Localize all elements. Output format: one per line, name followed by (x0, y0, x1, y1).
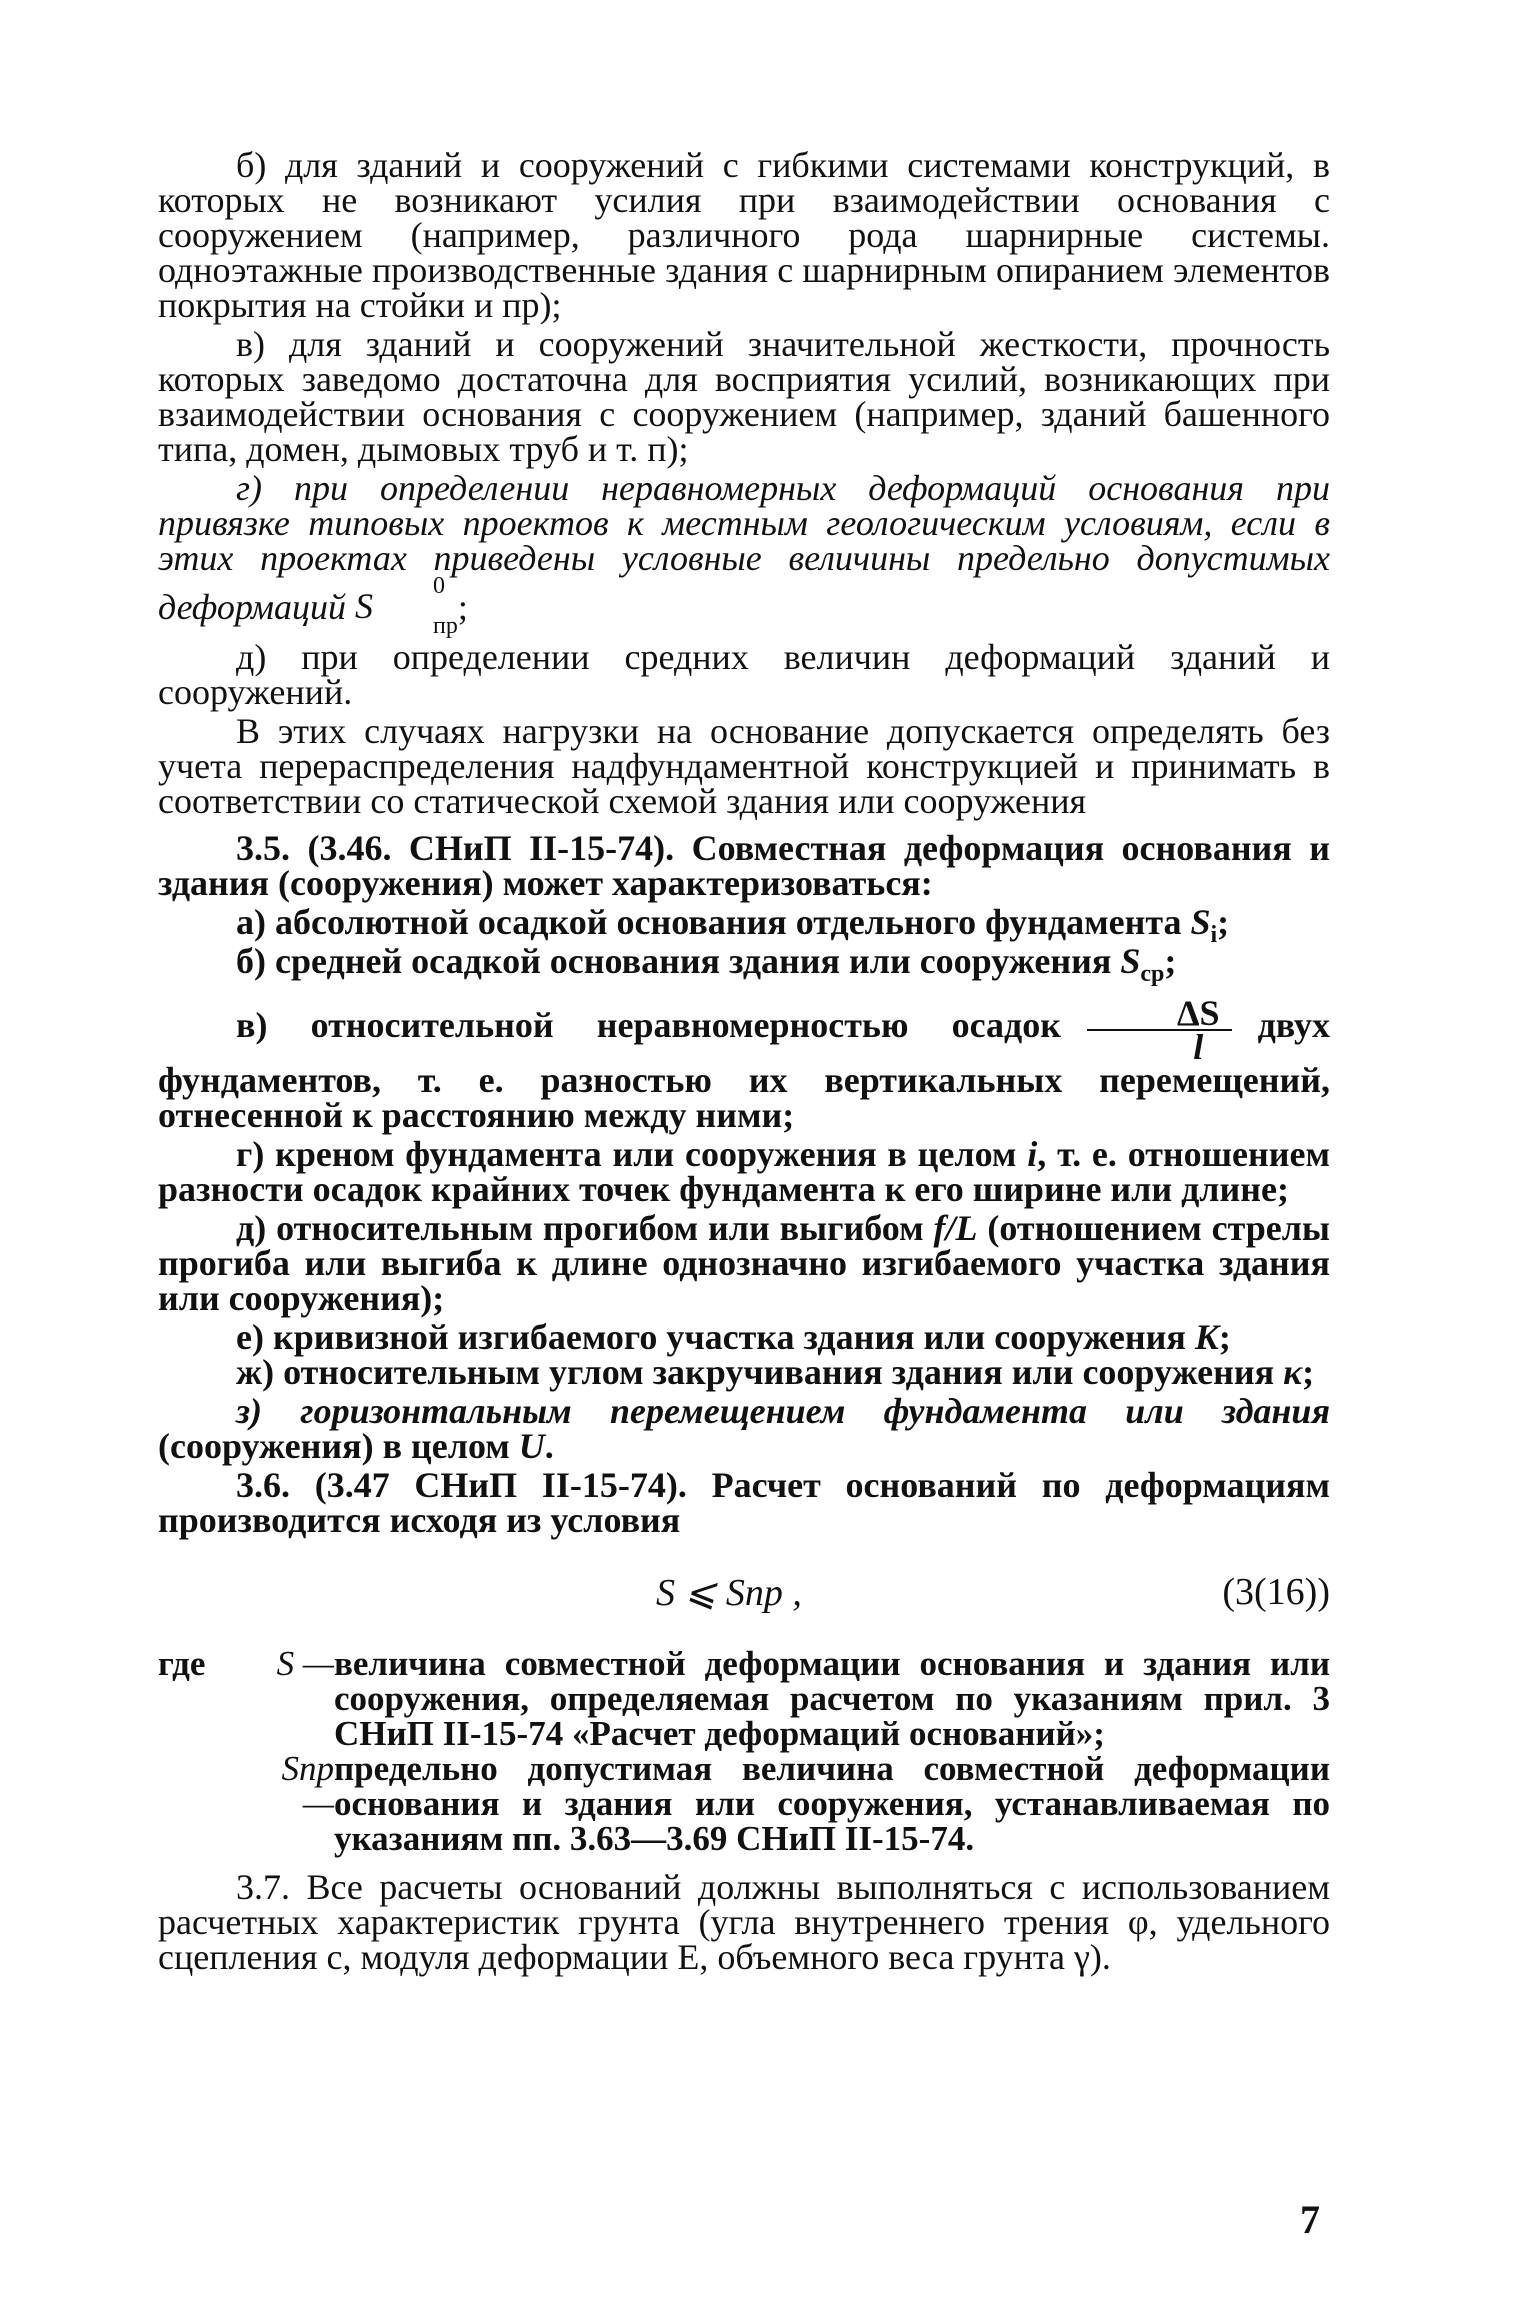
definition-spr (158, 1751, 1330, 1856)
item-b (158, 941, 1330, 988)
item-z-symbol: U (518, 1426, 545, 1466)
item-d-symbol: f/L (933, 1208, 978, 1248)
item-z-dot: . (544, 1426, 554, 1466)
item-b-text: б) средней осадкой основания здания или сооружения (236, 941, 1112, 981)
definition-s (158, 1646, 1330, 1751)
item-zh (158, 1352, 1330, 1392)
section-3-7: 3.7. Все расчеты оснований должны выполняться с использованием расчетных характеристик грунта (угла внутреннего трения φ, удельного сцепления c, модуля деформации E, объемного веса грунта γ). (158, 1867, 1330, 1977)
section-3-5 (158, 828, 1331, 1540)
item-a-subscript: i (1210, 922, 1218, 949)
fraction-numerator: ΔS (1087, 997, 1232, 1031)
item-g-symbol: i (1027, 1134, 1038, 1174)
symbol-subscript: пр (433, 613, 458, 639)
item-d (158, 1208, 1331, 1318)
definition-s-text: величина совместной деформации основания и здания или сооружения, определяемая расчетом по указаниям прил. 3 СНиП II-15-74 «Расчет деформаций оснований»; (334, 1644, 1330, 1753)
section-3-5-heading: 3.5. (3.46. СНиП II-15-74). Совместная деформация основания и здания (сооружения) может характеризоваться: (158, 828, 1330, 903)
definition-s-symbol: S — (276, 1644, 334, 1683)
item-e-symbol: K (1194, 1317, 1219, 1357)
item-z (158, 1391, 1330, 1466)
item-d-text: д) относительным прогибом или выгибом (236, 1208, 924, 1248)
formula-number: (3(16)) (1222, 1571, 1330, 1613)
item-b-subscript: ср (1140, 961, 1165, 988)
symbol-superscript: 0 (433, 573, 445, 599)
paragraph-g-end: ; (457, 587, 468, 627)
paragraph-g-symbol (355, 573, 458, 639)
item-v-fraction (1087, 993, 1232, 1067)
paragraph-g (158, 468, 1330, 639)
definition-spr-text: предельно допустимая величина совместной деформации основания и здания или сооружения, устанавливаемая по указаниям пп. 3.63—3.69 СНиП II-15-74. (334, 1749, 1330, 1858)
definitions (158, 1646, 1330, 1856)
item-a-text: а) абсолютной осадкой основания отдельного фундамента (236, 902, 1182, 942)
definition-spr-symbol: Sпр — (281, 1749, 334, 1823)
item-zh-end: ; (1302, 1352, 1315, 1392)
item-d-end: (отношением стрелы прогиба или выгиба к длине однозначно изгибаемого участка здания или сооружения); (158, 1208, 1331, 1318)
item-a-symbol: S (1190, 902, 1211, 942)
item-e (158, 1317, 1330, 1357)
paragraph-v: в) для зданий и сооружений значительной жесткости, прочность которых заведомо достаточна для восприятия усилий, возникающих при взаимодействии основания с сооружением (например, зданий башенного типа, домен, дымовых труб и т. п); (158, 324, 1330, 469)
item-e-end: ; (1218, 1317, 1231, 1357)
paragraph-b: б) для зданий и сооружений с гибкими системами конструкций, в которых не возникают усилия при взаимодействии основания с сооружением (например, различного рода шарнирные системы. одноэтажные производственные здания с шарнирным опиранием элементов покрытия на стойки и пр); (158, 145, 1330, 325)
item-a (158, 902, 1330, 949)
definition-lead: где (158, 1644, 206, 1683)
paragraph-g-text: г) при определении неравномерных деформаций основания при привязке типовых проектов к местным геологическим условиям, если в этих проектах приведены условные величины предельно допустимых деформаций (158, 468, 1330, 627)
paragraph-d: д) при определении средних величин деформаций зданий и сооружений. (158, 637, 1330, 712)
item-v-end: двух фундаментов, т. е. разностью их вертикальных перемещений, отнесенной к расстоянию между ними; (158, 1005, 1330, 1135)
item-v-text: в) относительной неравномерностью осадок (236, 1005, 1061, 1045)
formula-3-16 (158, 1546, 1330, 1632)
page-number: 7 (1300, 2197, 1320, 2242)
symbol-base: S (355, 586, 373, 626)
item-v (158, 993, 1330, 1135)
fraction-denominator: l (1193, 1027, 1204, 1067)
paragraph-cases: В этих случаях нагрузки на основание допускается определять без учета перераспределения надфундаментной конструкцией и принимать в соответствии со статической схемой здания или сооружения (158, 711, 1330, 821)
item-b-end: ; (1164, 941, 1177, 981)
section-3-6-heading: 3.6. (3.47 СНиП II-15-74). Расчет оснований по деформациям производится исходя из условия (158, 1465, 1330, 1540)
item-zh-text: ж) относительным углом закручивания здания или сооружения (236, 1352, 1275, 1392)
formula-expression: S ⩽ Sпр , (656, 1572, 802, 1614)
item-z-text: з) горизонтальным перемещением фундамента или здания (236, 1391, 1330, 1431)
item-z-end: (сооружения) в целом (158, 1426, 510, 1466)
item-g (158, 1134, 1331, 1209)
item-a-end: ; (1217, 902, 1230, 942)
item-b-symbol: S (1120, 941, 1141, 981)
item-g-end: , т. е. отношением разности осадок крайних точек фундамента к его ширине или длине; (158, 1134, 1331, 1209)
item-e-text: е) кривизной изгибаемого участка здания или сооружения (236, 1317, 1186, 1357)
item-g-text: г) креном фундамента или сооружения в целом (236, 1134, 1017, 1174)
page-body (158, 145, 1331, 1977)
item-zh-symbol: κ (1283, 1352, 1303, 1392)
